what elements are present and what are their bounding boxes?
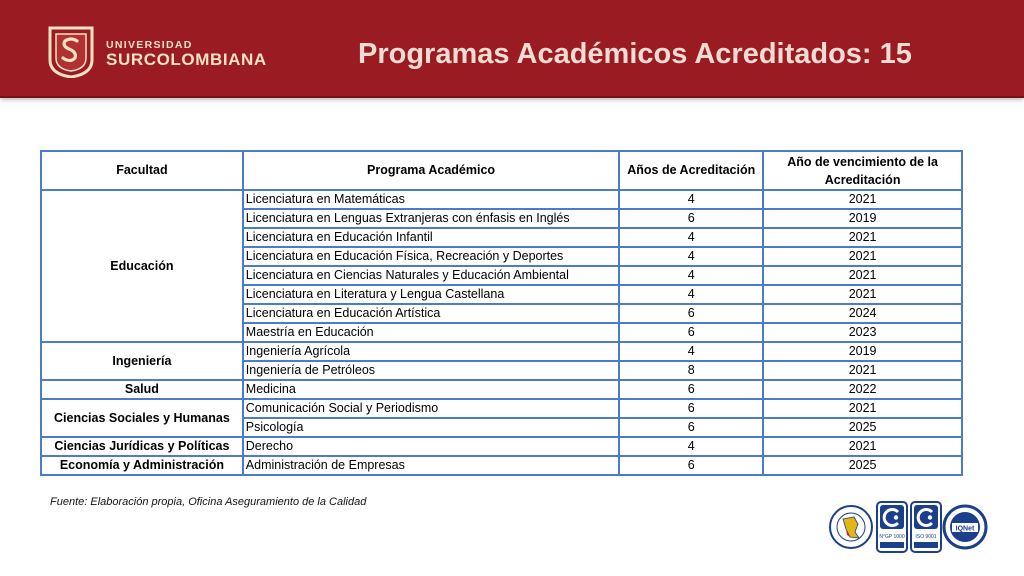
years-cell: 6	[619, 418, 763, 437]
program-cell: Licenciatura en Educación Infantil	[243, 228, 620, 247]
years-cell: 6	[619, 380, 763, 399]
years-cell: 4	[619, 266, 763, 285]
cert-label: N°GP 1000	[879, 534, 905, 540]
accredited-programs-table	[40, 150, 963, 476]
years-cell: 4	[619, 285, 763, 304]
university-shield-icon	[46, 24, 96, 78]
table-row	[41, 190, 962, 209]
faculty-cell: Economía y Administración	[41, 456, 243, 475]
years-cell: 6	[619, 304, 763, 323]
table-row	[41, 380, 962, 399]
page-title: Programas Académicos Acreditados: 15	[358, 38, 912, 70]
years-cell: 4	[619, 342, 763, 361]
table-row	[41, 456, 962, 475]
program-cell: Licenciatura en Literatura y Lengua Castellana	[243, 285, 620, 304]
expiry-cell: 2021	[763, 266, 962, 285]
program-cell: Comunicación Social y Periodismo	[243, 399, 620, 418]
faculty-cell: Salud	[41, 380, 243, 399]
iqnet-certification-icon	[942, 504, 988, 550]
program-cell: Licenciatura en Matemáticas	[243, 190, 620, 209]
column-header-program: Programa Académico	[243, 151, 620, 190]
program-cell: Derecho	[243, 437, 620, 456]
faculty-cell: Ingeniería	[41, 342, 243, 380]
program-cell: Licenciatura en Educación Física, Recreación y Deportes	[243, 247, 620, 266]
logo-line-name: SURCOLOMBIANA	[106, 50, 267, 69]
years-cell: 6	[619, 323, 763, 342]
faculty-cell: Educación	[41, 190, 243, 342]
table-header-row	[41, 151, 962, 190]
expiry-cell: 2023	[763, 323, 962, 342]
years-cell: 6	[619, 209, 763, 228]
expiry-cell: 2021	[763, 190, 962, 209]
program-cell: Licenciatura en Ciencias Naturales y Educación Ambiental	[243, 266, 620, 285]
table-row	[41, 399, 962, 418]
years-cell: 8	[619, 361, 763, 380]
icontec-iso-9001-icon	[910, 501, 942, 553]
years-cell: 6	[619, 456, 763, 475]
years-cell: 4	[619, 437, 763, 456]
program-cell: Ingeniería Agrícola	[243, 342, 620, 361]
faculty-cell: Ciencias Jurídicas y Políticas	[41, 437, 243, 456]
table-row	[41, 437, 962, 456]
expiry-cell: 2021	[763, 285, 962, 304]
expiry-cell: 2024	[763, 304, 962, 323]
expiry-cell: 2019	[763, 209, 962, 228]
program-cell: Medicina	[243, 380, 620, 399]
cert-label: IQNet	[955, 525, 975, 533]
program-cell: Administración de Empresas	[243, 456, 620, 475]
expiry-cell: 2025	[763, 418, 962, 437]
years-cell: 6	[619, 399, 763, 418]
column-header-expiry-year: Año de vencimiento de la Acreditación	[763, 151, 962, 190]
program-cell: Maestría en Educación	[243, 323, 620, 342]
expiry-cell: 2021	[763, 399, 962, 418]
expiry-cell: 2022	[763, 380, 962, 399]
expiry-cell: 2021	[763, 361, 962, 380]
expiry-cell: 2025	[763, 456, 962, 475]
years-cell: 4	[619, 247, 763, 266]
years-cell: 4	[619, 228, 763, 247]
expiry-cell: 2021	[763, 247, 962, 266]
header-banner	[0, 0, 1024, 98]
national-accreditation-seal-icon	[828, 502, 874, 552]
program-cell: Ingeniería de Petróleos	[243, 361, 620, 380]
source-note: Fuente: Elaboración propia, Oficina Aseguramiento de la Calidad	[50, 496, 367, 508]
years-cell: 4	[619, 190, 763, 209]
icontec-ntcgp-1000-icon	[876, 501, 908, 553]
expiry-cell: 2019	[763, 342, 962, 361]
university-logo	[46, 24, 272, 78]
program-cell: Licenciatura en Lenguas Extranjeras con énfasis en Inglés	[243, 209, 620, 228]
program-cell: Licenciatura en Educación Artística	[243, 304, 620, 323]
expiry-cell: 2021	[763, 228, 962, 247]
column-header-accreditation-years: Años de Acreditación	[619, 151, 763, 190]
program-cell: Psicología	[243, 418, 620, 437]
logo-line-university: UNIVERSIDAD	[106, 39, 193, 51]
column-header-faculty: Facultad	[41, 151, 243, 190]
cert-label: ISO 9001	[915, 534, 937, 540]
table-row	[41, 342, 962, 361]
faculty-cell: Ciencias Sociales y Humanas	[41, 399, 243, 437]
expiry-cell: 2021	[763, 437, 962, 456]
